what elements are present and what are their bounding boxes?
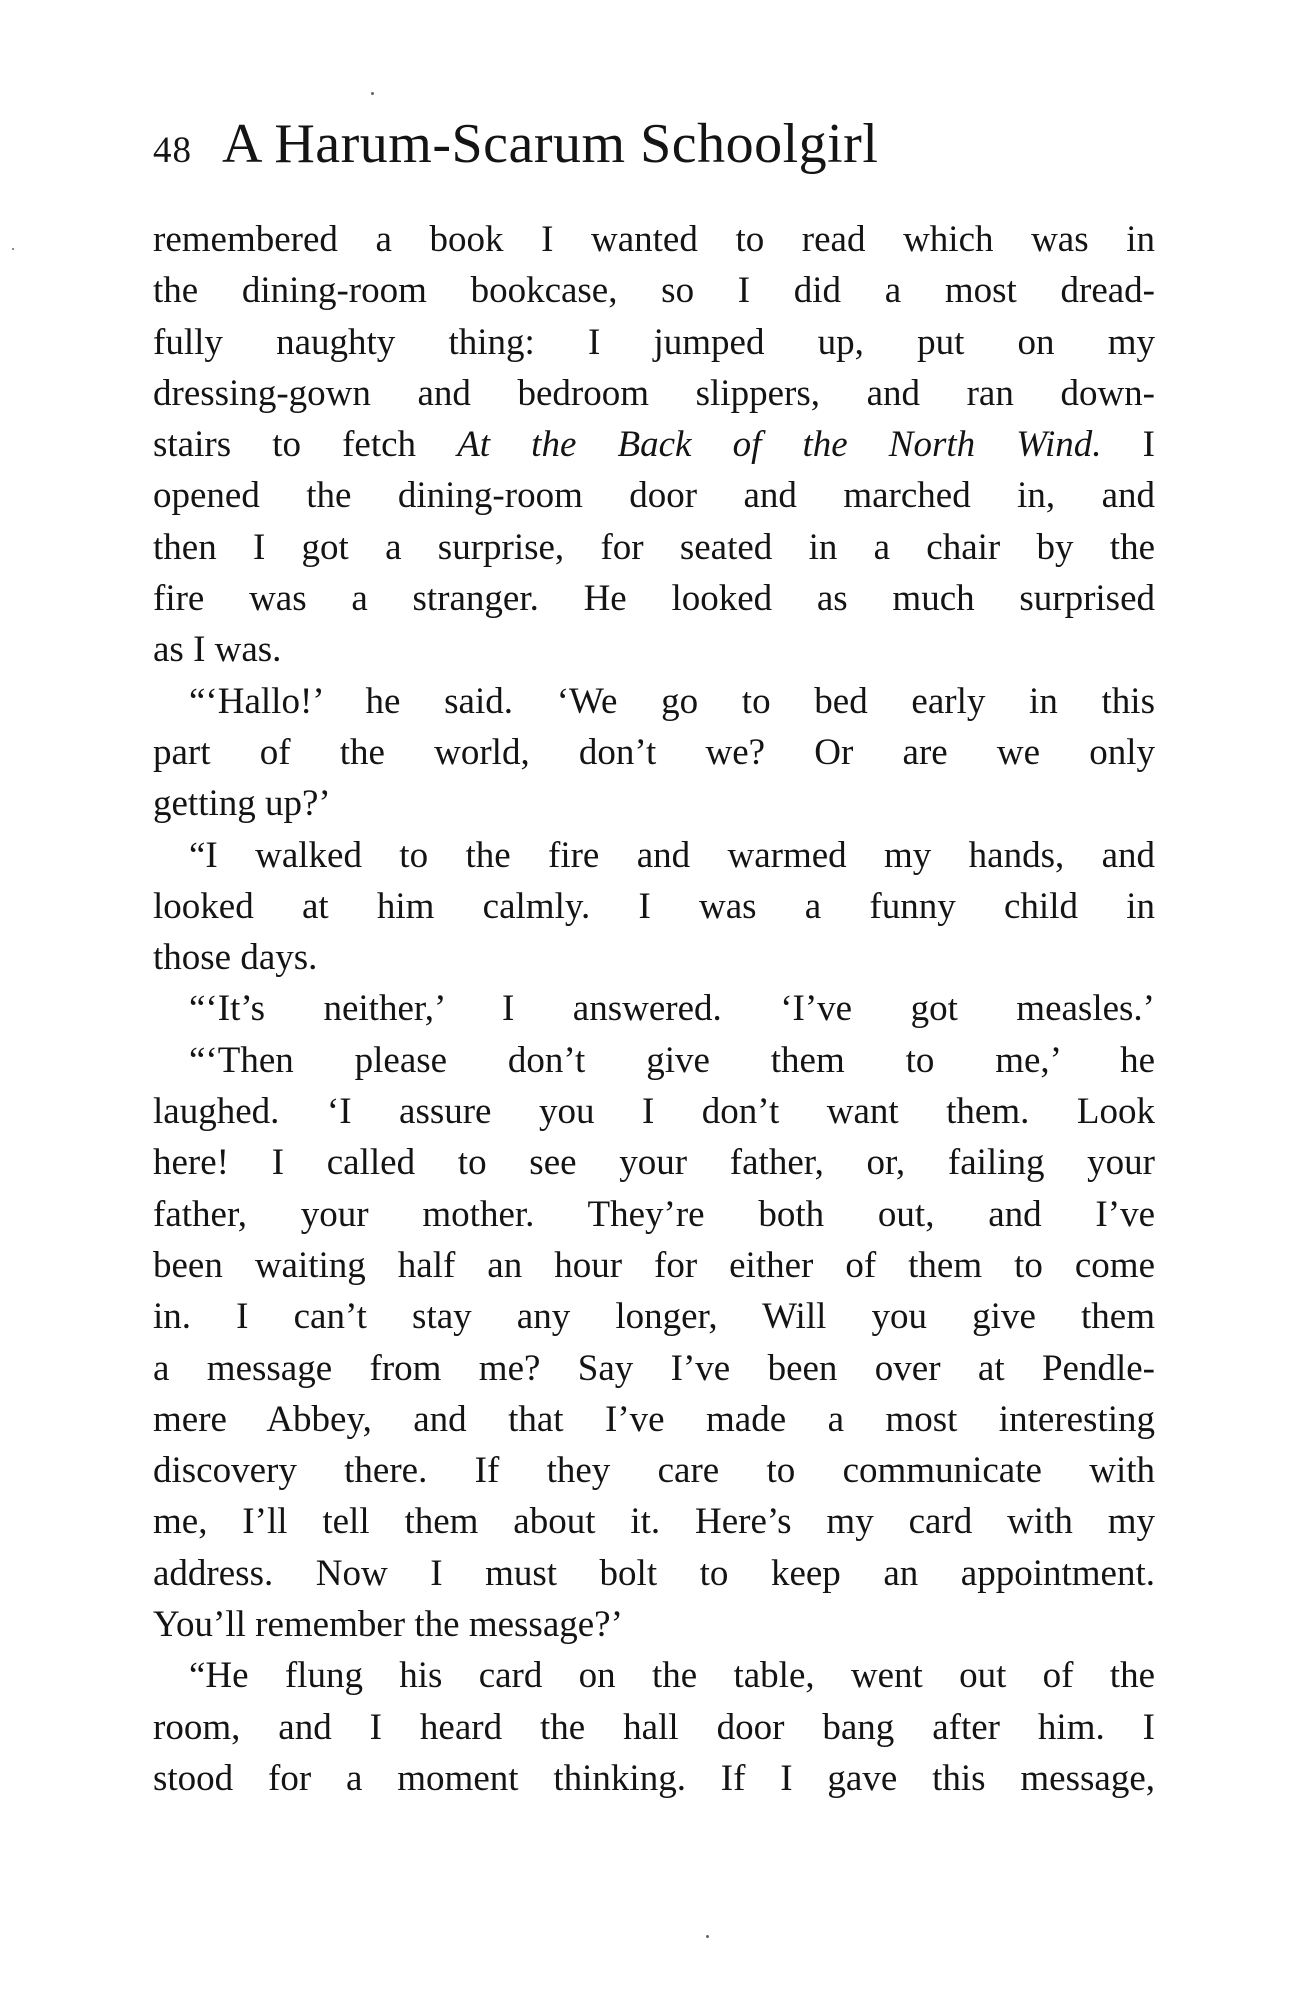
text-line: then I got a surprise, for seated in a chair by the [153,526,1155,568]
text-line: father, your mother. They’re both out, and I’ve [153,1193,1155,1235]
text-line: been waiting half an hour for either of them to come [153,1244,1155,1286]
text-line: opened the dining-room door and marched in, and [153,475,1155,517]
text-line: You’ll remember the message?’ [153,1604,623,1646]
print-speck [12,248,14,250]
text-line: looked at him calmly. I was a funny child in [153,885,1155,927]
print-speck [371,92,374,95]
text-line: mere Abbey, and that I’ve made a most interesting [153,1398,1155,1440]
running-title: A Harum-Scarum Schoolgirl [222,113,879,175]
text-line: getting up?’ [153,783,331,825]
text-line: as I was. [153,629,282,671]
text-line: stood for a moment thinking. If I gave this message, [153,1757,1155,1799]
text-line: part of the world, don’t we? Or are we only [153,731,1155,773]
text-line: room, and I heard the hall door bang after him. I [153,1706,1155,1748]
text-line: laughed. ‘I assure you I don’t want them. Look [153,1091,1155,1133]
page-number: 48 [153,130,192,171]
text-line: dressing-gown and bedroom slippers, and ran down- [153,372,1155,414]
text-line [153,419,1155,470]
text-line: me, I’ll tell them about it. Here’s my card with my [153,1501,1155,1543]
text-line: address. Now I must bolt to keep an appointment. [153,1552,1155,1594]
text-line: “‘It’s neither,’ I answered. ‘I’ve got measles.’ [189,988,1155,1030]
text-line: those days. [153,937,318,979]
line-text: stairs to fetch [153,424,458,466]
text-line: the dining-room bookcase, so I did a most dread- [153,270,1155,312]
text-line: “He flung his card on the table, went out of the [189,1655,1155,1697]
text-line: a message from me? Say I’ve been over at Pendle- [153,1347,1155,1389]
page-header [153,112,1153,182]
text-line: discovery there. If they care to communicate with [153,1450,1155,1492]
book-title-italic: At the Back of the North Wind. [457,424,1102,466]
print-speck [706,1935,709,1938]
text-line: here! I called to see your father, or, failing your [153,1142,1155,1184]
text-line: “‘Hallo!’ he said. ‘We go to bed early in this [189,680,1155,722]
text-line: remembered a book I wanted to read which was in [153,219,1155,260]
text-line: fully naughty thing: I jumped up, put on my [153,321,1155,363]
text-line: fire was a stranger. He looked as much surprised [153,578,1155,620]
text-line: in. I can’t stay any longer, Will you give them [153,1296,1155,1338]
text-line: “I walked to the fire and warmed my hands, and [189,834,1155,876]
line-text: I [1101,424,1155,466]
body-text [153,214,1155,1804]
text-line: “‘Then please don’t give them to me,’ he [189,1039,1155,1081]
